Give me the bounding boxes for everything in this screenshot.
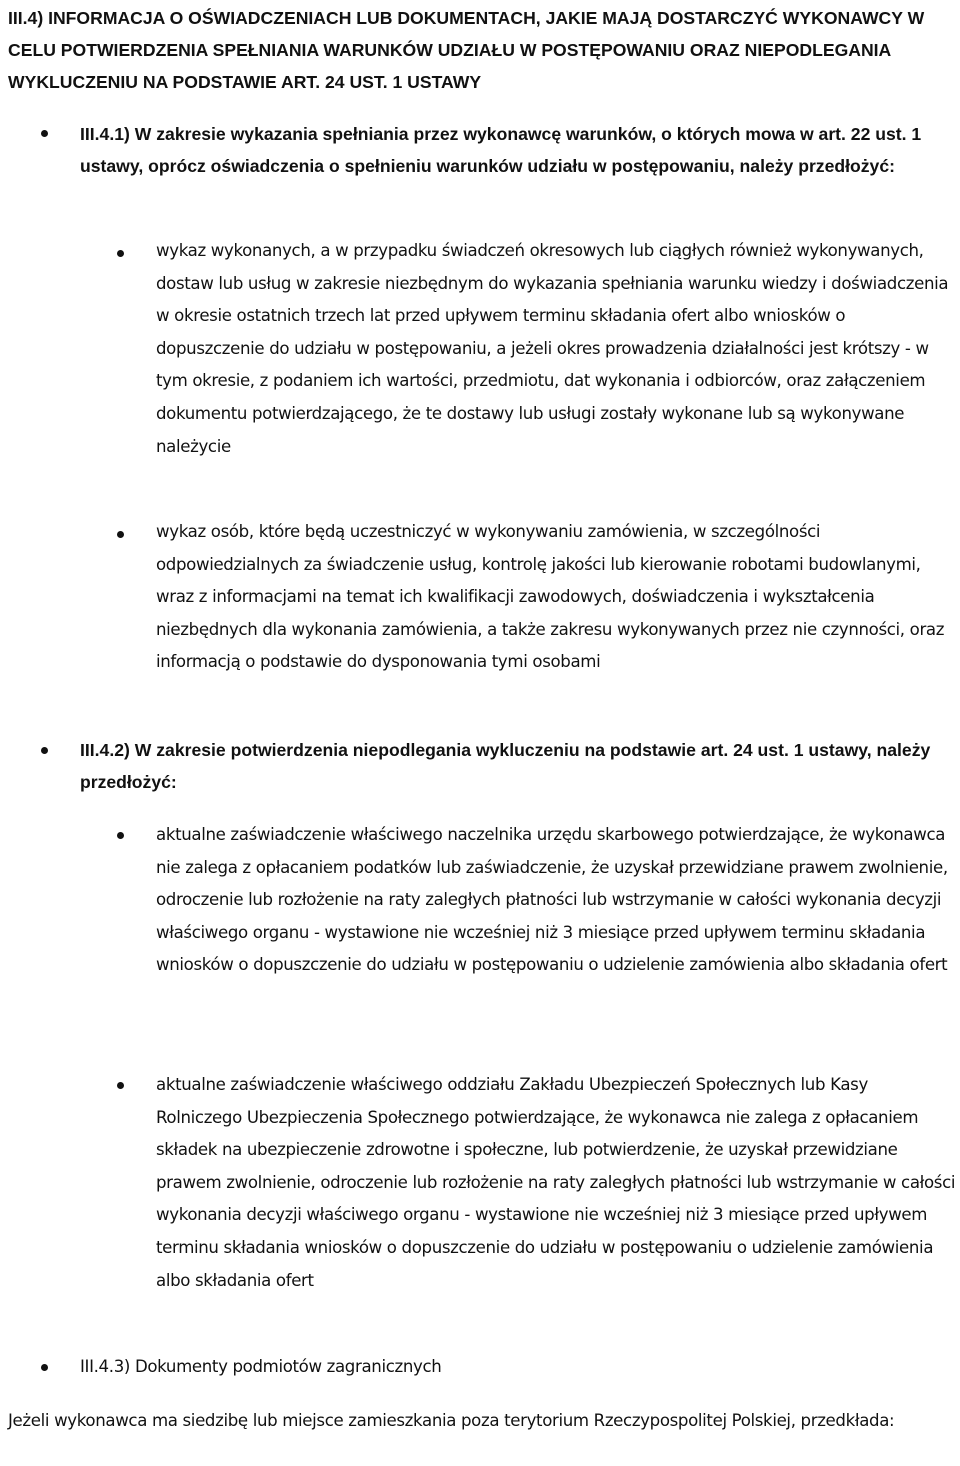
item-text-4-2: III.4.2) W zakresie potwierdzenia niepodlegania wykluczeniu na podstawie art. 24 ust. 1 ustawy, należy przedłożyć: [80,740,931,792]
bullet-icon [117,1082,124,1089]
bullet-icon [117,531,124,538]
bullet-icon [117,250,124,257]
bullet-icon [41,1364,48,1371]
closing-paragraph: Jeżeli wykonawca ma siedzibę lub miejsce zamieszkania poza terytorium Rzeczypospolitej Polskiej, przedkłada: [8,1411,895,1430]
item-text-4-1: III.4.1) W zakresie wykazania spełniania przez wykonawcę warunków, o których mowa w art. 22 ust. 1 ustawy, oprócz oświadczenia o spełnieniu warunków udziału w postępowaniu, należy przedłożyć: [80,124,922,176]
subitem-text-4-2-b: aktualne zaświadczenie właściwego oddziału Zakładu Ubezpieczeń Społecznych lub Kasy Rolniczego Ubezpieczenia Społecznego potwierdzające, że wykonawca nie zalega z opłacaniem składek na ubezpieczenie zdrowotne i społeczne, lub potwierdzenie, że uzyskał przewidziane prawem zwolnienie, odroczenie lub rozłożenie na raty zaległych płatności lub wstrzymanie w całości wykonania decyzji właściwego organu - wystawione nie wcześniej niż 3 miesiące przed upływem terminu składania wniosków o dopuszczenie do udziału w postępowaniu o udzielenie zamówienia albo składania ofert [156,1075,956,1290]
subitem-text-4-2-a: aktualne zaświadczenie właściwego naczelnika urzędu skarbowego potwierdzające, że wykonawca nie zalega z opłacaniem podatków lub zaświadczenie, że uzyskał przewidziane prawem zwolnienie, odroczenie lub rozłożenie na raty zaległych płatności lub wstrzymanie w całości wykonania decyzji właściwego organu - wystawione nie wcześniej niż 3 miesiące przed upływem terminu składania wniosków o dopuszczenie do udziału w postępowaniu o udzielenie zamówienia albo składania ofert [156,825,948,975]
bullet-icon [41,747,48,754]
section-heading: III.4) INFORMACJA O OŚWIADCZENIACH LUB DOKUMENTACH, JAKIE MAJĄ DOSTARCZYĆ WYKONAWCY W CELU POTWIERDZENIA SPEŁNIANIA WARUNKÓW UDZIAŁU W POSTĘPOWANIU ORAZ NIEPODLEGANIA WYKLUCZENIU NA PODSTAWIE ART. 24 UST. 1 USTAWY [8,8,925,92]
item-text-4-3: III.4.3) Dokumenty podmiotów zagranicznych [80,1357,442,1376]
bullet-icon [41,130,48,137]
bullet-icon [117,832,124,839]
subitem-text-4-1-a: wykaz wykonanych, a w przypadku świadczeń okresowych lub ciągłych również wykonywanych, dostaw lub usług w zakresie niezbędnym do wykazania spełniania warunku wiedzy i doświadczenia w okresie ostatnich trzech lat przed upływem terminu składania ofert albo wniosków o dopuszczenie do udziału w postępowaniu, a jeżeli okres prowadzenia działalności jest krótszy - w tym okresie, z podaniem ich wartości, przedmiotu, dat wykonania i odbiorców, oraz załączeniem dokumentu potwierdzającego, że te dostawy lub usługi zostały wykonane lub są wykonywane należycie [156,241,949,456]
subitem-text-4-1-b: wykaz osób, które będą uczestniczyć w wykonywaniu zamówienia, w szczególności odpowiedzialnych za świadczenie usług, kontrolę jakości lub kierowanie robotami budowlanymi, wraz z informacjami na temat ich kwalifikacji zawodowych, doświadczenia i wykształcenia niezbędnych dla wykonania zamówienia, a także zakresu wykonywanych przez nie czynności, oraz informacją o podstawie do dysponowania tymi osobami [156,522,945,672]
